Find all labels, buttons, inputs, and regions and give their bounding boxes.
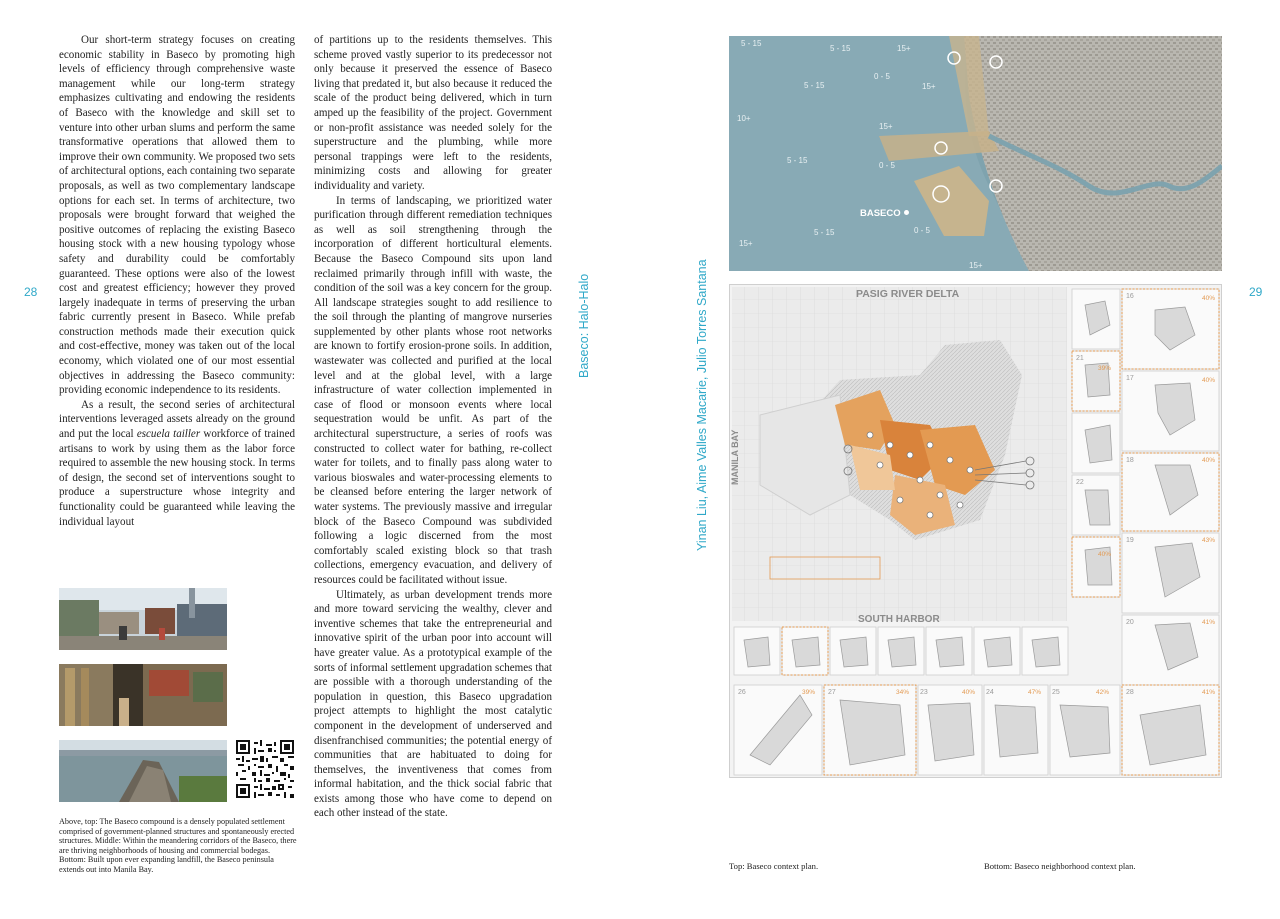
shoreline-photo xyxy=(59,740,227,802)
depth-label: 5 - 15 xyxy=(804,81,825,90)
grid-number: 18 xyxy=(1126,457,1134,464)
percentage-label: 40% xyxy=(1202,295,1216,302)
grid-number: 20 xyxy=(1126,619,1134,626)
depth-label: 15+ xyxy=(739,239,753,248)
depth-label: 15+ xyxy=(969,261,983,270)
percentage-label: 39% xyxy=(802,689,816,696)
depth-label: 5 - 15 xyxy=(830,44,851,53)
percentage-label: 40% xyxy=(1202,377,1216,384)
italic-term: escuela tailler xyxy=(136,428,201,441)
depth-label: 5 - 15 xyxy=(787,156,808,165)
paragraph xyxy=(59,398,295,529)
percentage-label: 42% xyxy=(1096,689,1110,696)
depth-label: 0 - 5 xyxy=(914,226,931,235)
paragraph: In terms of landscaping, we prioritized water purification through different remediation techniques as well as soil strengthening through the incorporation of different horticultural elements. Because the Baseco Compound sits upon land reclaimed primarily through infill with waste, the condition of the soil was a key concern for the group. All landscape strategies sought to add resilience to the soil through the planting of mangrove nurseries supplemented by other plants whose root networks are known to fortify erosion-prone soils. In addition, wastewater was collected and purified at the local level and at the global level, with a large infrastructure of water collection implemented in case of flood or monsoon events where local sequestration would be unfit. As part of the architectural superstructure, a series of roofs was constructed to collect water for bathing, re-collect water for toilets, and to finally pass along water to various bioswales and water-processing elements to be cleansed before entering the larger network of water systems. The previously massive and irregular block of the Baseco Compound was subdivided following a logic discerned from the most comfortably scaled existing block so that trash collections, emergency evacuation, and delivery of resources could be facilitated without issue. xyxy=(314,194,552,586)
paragraph: Our short-term strategy focuses on creating economic stability in Baseco by promoting high levels of efficiency through comprehensive waste management while our long-term strategy emphasizes cultivating and endowing the residents of Baseco with the knowledge and skill set to venture into other urban slums and perform the same transformative operations that allowed them to improve their own community. We proposed two sets of architectural options, each containing two separate proposals, as well as two complementary landscape options for each set. In terms of architecture, two proposals were brought forward that weighed the positive outcomes of replacing the existing Baseco housing stock with a new housing typology whose safety and durability could be comfortably guaranteed. These options were also of the lowest cost and greatest efficiency; however they proved largely inadequate in terms of preserving the urban fabric currently present in Baseco. While prefab construction methods made their execution quick and cost-effective, money was taken out of the local economy, which violated one of our most essential objectives in addressing the Baseco community: providing economic independence to its residents. xyxy=(59,34,295,397)
pasig-river-delta-label: PASIG RIVER DELTA xyxy=(856,288,960,300)
grid-number: 22 xyxy=(1076,479,1084,486)
grid-number: 23 xyxy=(920,689,928,696)
grid-number: 17 xyxy=(1126,375,1134,382)
running-title: Baseco: Halo-Halo xyxy=(577,273,591,378)
depth-label: 0 - 5 xyxy=(879,161,896,170)
depth-label: 15+ xyxy=(879,122,893,131)
authors: Yinan Liu, Aime Valles Macarie, Julio Torres Santana xyxy=(695,259,709,551)
neighborhood-context-map xyxy=(729,284,1222,778)
paragraph: of partitions up to the residents themselves. This scheme proved vastly superior to its predecessor not only because it preserved the essence of Baseco living that predated it, but also because it reduced the scale of the product being delivered, which in turn amped up the feasibility of the project. Government or non-profit assistance was needed solely for the superstructure and the plumbing, while more personal trappings were left to the residents, minimizing costs and allowing for greater individuality and variety. xyxy=(314,34,552,192)
paragraph-text: workforce of trained artisans to work by using them as the labor force required to assemble the new housing stock. In terms of design, the second set of interventions sought to produce a superstructure whose integrity and functionality could be guaranteed while leaving the individual layout xyxy=(59,428,295,528)
paragraph-text: As a result, the second series of architectural interventions leveraged assets already on the ground and put the local xyxy=(59,398,295,441)
grid-number: 24 xyxy=(986,689,994,696)
baseco-context-map xyxy=(729,36,1222,271)
grid-number: 26 xyxy=(738,689,746,696)
baseco-label: BASECO xyxy=(860,208,901,219)
grid-number: 19 xyxy=(1126,537,1134,544)
depth-label: 5 - 15 xyxy=(814,228,835,237)
caption-top-map: Top: Baseco context plan. xyxy=(729,861,819,871)
percentage-label: 34% xyxy=(896,689,910,696)
body-text-column-2 xyxy=(314,33,552,821)
percentage-label: 40% xyxy=(1202,457,1216,464)
qr-code[interactable] xyxy=(236,740,294,798)
grid-number: 28 xyxy=(1126,689,1134,696)
body-text-column-1 xyxy=(59,33,295,529)
depth-label: 10+ xyxy=(737,114,751,123)
grid-number: 25 xyxy=(1052,689,1060,696)
grid-number: 16 xyxy=(1126,293,1134,300)
percentage-label: 40% xyxy=(962,689,976,696)
south-harbor-label: SOUTH HARBOR xyxy=(858,614,940,625)
paragraph: Ultimately, as urban development trends more and more toward servicing the wealthy, clever and inventive schemes that take the entrepreneurial and innovative spirit of the urban poor into account will have greater value. As a prototypical example of the sorts of informal settlement upgradation schemes that are possible with a thorough understanding of the population in question, this Baseco upgradation project attempts to highlight the most catalytic component in the development of underserved and disenfranchised communities; the potential energy of communities that are habituated to doing for themselves, the inventiveness that comes from informal habitation, and the thick social fabric that exists among those who have come to depend on each other instead of the state. xyxy=(314,588,552,820)
percentage-label: 43% xyxy=(1202,537,1216,544)
percentage-label: 40% xyxy=(1098,551,1112,558)
manila-bay-label: MANILA BAY xyxy=(730,429,740,485)
depth-label: 15+ xyxy=(897,44,911,53)
page-number-right: 29 xyxy=(1249,285,1263,299)
depth-label: 0 - 5 xyxy=(874,72,891,81)
percentage-label: 41% xyxy=(1202,689,1216,696)
location-marker-icon xyxy=(904,210,909,215)
depth-label: 15+ xyxy=(922,82,936,91)
depth-label: 5 - 15 xyxy=(741,39,762,48)
grid-number: 27 xyxy=(828,689,836,696)
corridor-photo xyxy=(59,664,227,726)
percentage-label: 47% xyxy=(1028,689,1042,696)
street-photo xyxy=(59,588,227,650)
percentage-label: 39% xyxy=(1098,365,1112,372)
caption-bottom-map: Bottom: Baseco neighborhood context plan. xyxy=(984,861,1136,871)
grid-number: 21 xyxy=(1076,355,1084,362)
page-number-left: 28 xyxy=(24,285,38,299)
percentage-label: 41% xyxy=(1202,619,1216,626)
photo-caption: Above, top: The Baseco compound is a densely populated settlement comprised of government-planned structures and spontaneously erected structures. Middle: Within the meandering corridors of the Baseco, there are thriving neighborhoods of housing and commercial bodegas. Bottom: Built upon ever expanding landfill, the Baseco peninsula extends out into Manila Bay. xyxy=(59,817,297,874)
